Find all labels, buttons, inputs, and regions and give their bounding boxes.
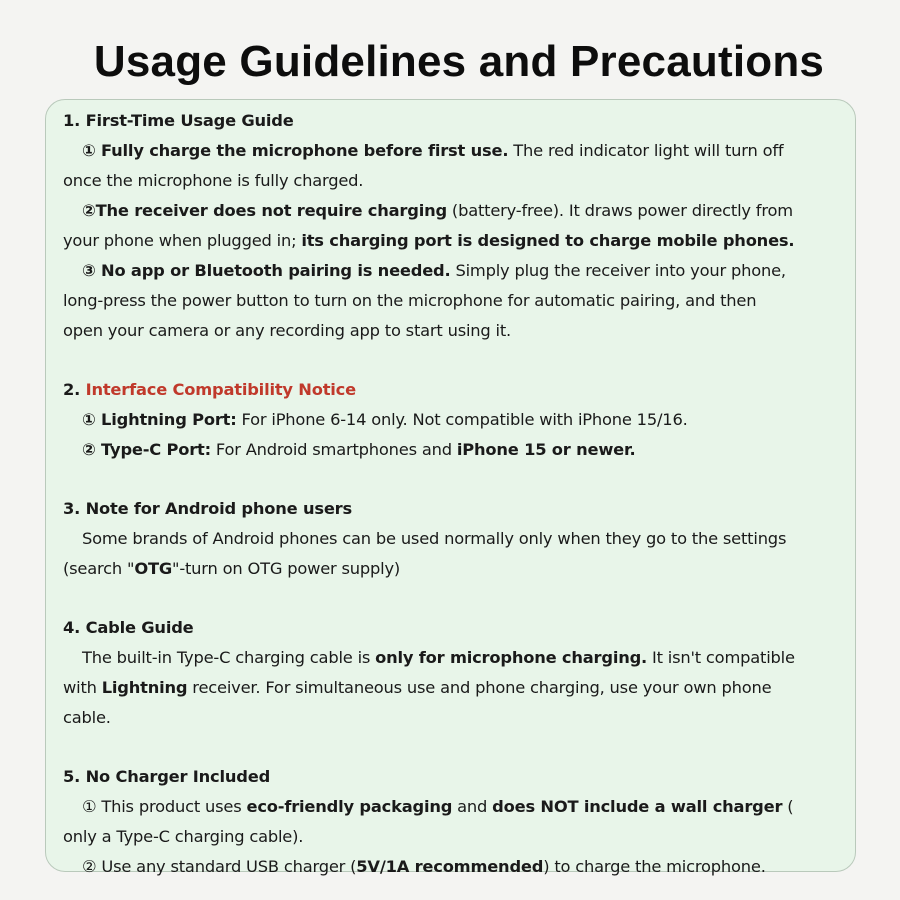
section-4-heading: 4. Cable Guide	[63, 618, 194, 637]
section-5-item-1-cont: only a Type-C charging cable).	[63, 827, 304, 846]
section-3-text-cont	[63, 554, 853, 584]
item-text: (	[782, 797, 794, 816]
item-text: receiver. For simultaneous use and phone charging, use your own phone	[187, 678, 772, 697]
section-3-heading: 3. Note for Android phone users	[63, 499, 352, 518]
item-bold-text: Lightning	[101, 678, 188, 697]
section-gap	[63, 465, 853, 494]
item-text: It isn't compatible	[647, 648, 795, 667]
section-1-item-1	[63, 136, 853, 166]
item-text: "-turn on OTG power supply)	[172, 559, 401, 578]
item-text: your phone when plugged in;	[63, 231, 302, 250]
section-4-text-cont	[63, 673, 853, 703]
item-text: ) to charge the microphone.	[543, 857, 766, 876]
section-1-item-3-cont: long-press the power button to turn on the microphone for automatic pairing, and then	[63, 291, 757, 310]
item-text: (battery-free). It draws power directly from	[446, 201, 793, 220]
item-text: For iPhone 6-14 only. Not compatible with iPhone 15/16.	[236, 410, 688, 429]
section-gap	[63, 733, 853, 762]
item-bold-text: its charging port is designed to charge mobile phones.	[301, 231, 795, 250]
item-bold-text: iPhone 15 or newer.	[456, 440, 636, 459]
item-bold-text: ① Lightning Port:	[82, 410, 237, 429]
item-text: and	[452, 797, 493, 816]
item-bold-text: ① Fully charge the microphone before first use.	[82, 141, 509, 160]
section-1-item-1-cont: once the microphone is fully charged.	[63, 171, 364, 190]
item-text: (search "	[63, 559, 135, 578]
item-bold-text: eco-friendly packaging	[246, 797, 453, 816]
section-4-text-cont-2: cable.	[63, 708, 111, 727]
section-5-heading: 5. No Charger Included	[63, 767, 271, 786]
section-1-item-2	[63, 196, 853, 226]
item-bold-text: ② Type-C Port:	[82, 440, 211, 459]
item-bold-text: 5V/1A recommended	[356, 857, 544, 876]
section-gap	[63, 346, 853, 375]
item-text: ① This product uses	[82, 797, 247, 816]
section-1-heading: 1. First-Time Usage Guide	[63, 111, 294, 130]
section-gap	[63, 584, 853, 613]
guidelines-content	[63, 106, 853, 882]
section-2-item-1	[63, 405, 853, 435]
item-bold-text: OTG	[134, 559, 173, 578]
item-text: ② Use any standard USB charger (	[82, 857, 357, 876]
section-1-item-3	[63, 256, 853, 286]
section-number: 2.	[63, 380, 86, 399]
section-3-text: Some brands of Android phones can be used normally only when they go to the settings	[82, 529, 787, 548]
section-2-title: Interface Compatibility Notice	[85, 380, 356, 399]
item-text: Simply plug the receiver into your phone,	[450, 261, 786, 280]
item-text: For Android smartphones and	[210, 440, 457, 459]
section-5-item-2	[63, 852, 853, 882]
section-2-item-2	[63, 435, 853, 465]
item-bold-text: ③ No app or Bluetooth pairing is needed.	[82, 261, 451, 280]
section-1-item-3-cont-2: open your camera or any recording app to start using it.	[63, 321, 512, 340]
section-5-item-1	[63, 792, 853, 822]
item-bold-text: only for microphone charging.	[375, 648, 648, 667]
page-title: Usage Guidelines and Precautions	[93, 37, 825, 86]
item-bold-text: does NOT include a wall charger	[492, 797, 783, 816]
item-text: The built-in Type-C charging cable is	[82, 648, 376, 667]
item-text: The red indicator light will turn off	[508, 141, 784, 160]
section-4-text	[63, 643, 853, 673]
item-bold-text: ②The receiver does not require charging	[82, 201, 447, 220]
section-2-heading	[63, 375, 853, 405]
item-text: with	[63, 678, 102, 697]
section-1-item-2-cont	[63, 226, 853, 256]
